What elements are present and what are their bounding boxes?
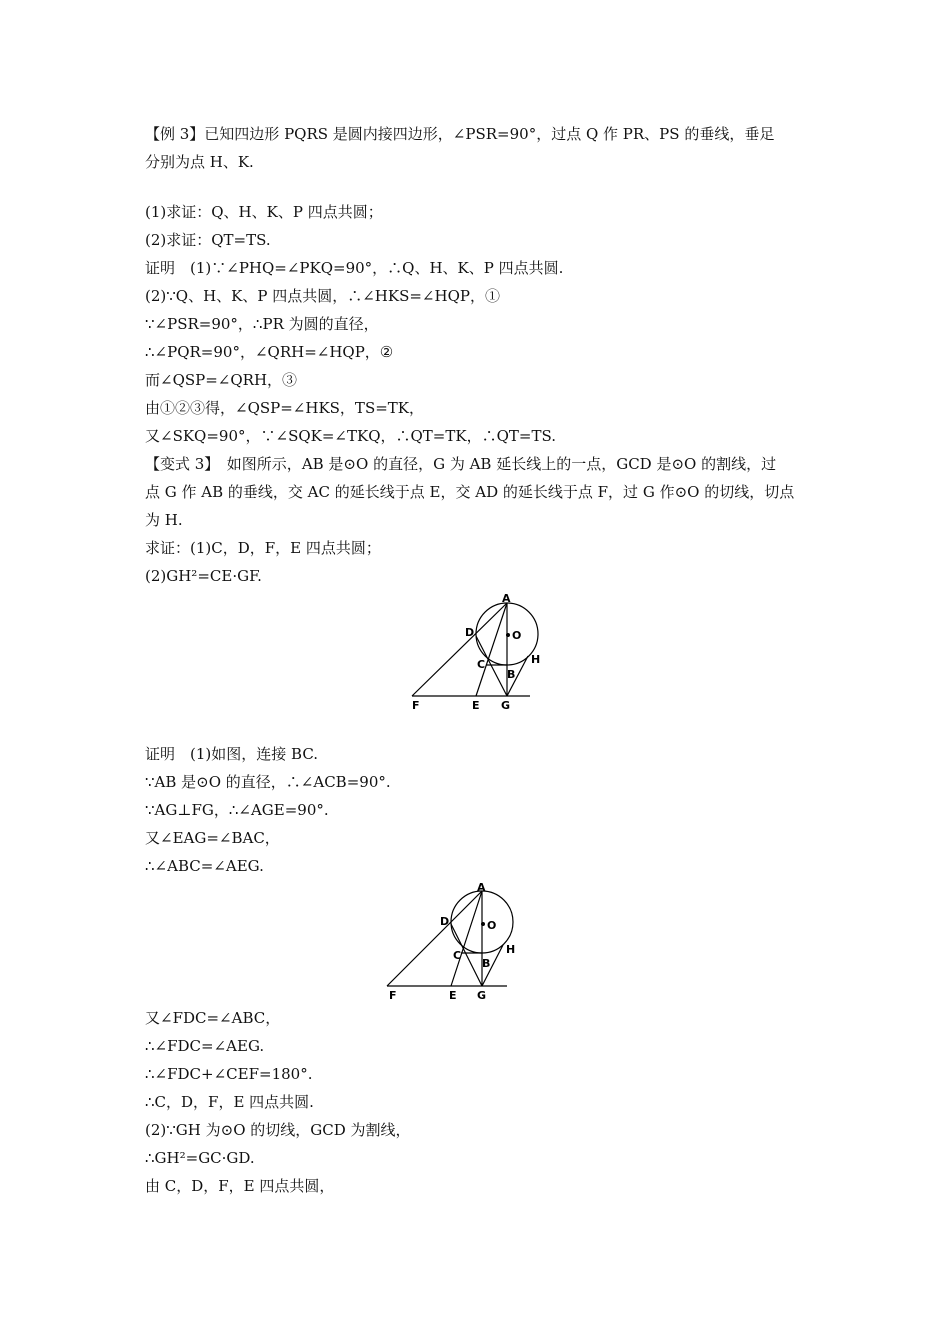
proof-line: ∵AG⊥FG，∴∠AGE=90°. <box>145 801 329 819</box>
label-O: O <box>512 629 522 642</box>
variant3-q0: 求证：(1)C，D，F，E 四点共圆； <box>145 539 381 557</box>
proof-line: ∵AB 是⊙O 的直径，∴∠ACB=90°. <box>145 773 391 791</box>
proof-line: (2)∵Q、H、K、P 四点共圆，∴∠HKS=∠HQP，① <box>145 287 500 305</box>
example3-line2: 分别为点 H、K. <box>145 153 254 171</box>
label-F: F <box>389 989 397 1002</box>
variant3-q1: (2)GH²=CE·GF. <box>145 567 262 585</box>
proof-line: 由 C，D，F，E 四点共圆， <box>145 1177 335 1195</box>
proof-line: 又∠EAG=∠BAC， <box>145 829 280 847</box>
label-H: H <box>531 653 540 666</box>
example3-q1: (1)求证：Q、H、K、P 四点共圆； <box>145 203 383 221</box>
label-G: G <box>477 989 487 1002</box>
proof-line: ∴C，D，F，E 四点共圆. <box>145 1093 314 1111</box>
label-O: O <box>487 919 497 932</box>
proof-line: ∴∠PQR=90°，∠QRH=∠HQP，② <box>145 343 394 361</box>
variant3-line1: 【变式 3】 如图所示，AB 是⊙O 的直径，G 为 AB 延长线上的一点，GCD 是⊙O 的割线，过 <box>145 455 777 473</box>
label-G: G <box>501 699 511 712</box>
label-B: B <box>507 668 516 681</box>
geometry-figure-2 <box>380 878 515 1003</box>
proof-line: (2)∵GH 为⊙O 的切线，GCD 为割线， <box>145 1121 411 1139</box>
proof-line: ∴GH²=GC·GD. <box>145 1149 255 1167</box>
label-A: A <box>502 592 511 605</box>
proof-line: ∴∠ABC=∠AEG. <box>145 857 264 875</box>
proof-line: 由①②③得，∠QSP=∠HKS，TS=TK， <box>145 399 424 417</box>
label-C: C <box>477 658 486 671</box>
geometry-figure-1 <box>405 590 540 715</box>
example3-q2: (2)求证：QT=TS. <box>145 231 271 249</box>
label-D: D <box>440 915 450 928</box>
variant3-line2: 点 G 作 AB 的垂线，交 AC 的延长线于点 E，交 AD 的延长线于点 F，过 G 作⊙O 的切线，切点 <box>145 483 795 501</box>
label-E: E <box>472 699 480 712</box>
proof-line: ∴∠FDC=∠AEG. <box>145 1037 265 1055</box>
label-B: B <box>482 957 491 970</box>
proof-line: 证明 (1)∵∠PHQ=∠PKQ=90°，∴Q、H、K、P 四点共圆. <box>145 259 564 277</box>
label-F: F <box>412 699 420 712</box>
proof-line: 而∠QSP=∠QRH，③ <box>145 371 298 389</box>
proof-line: 又∠FDC=∠ABC， <box>145 1009 281 1027</box>
proof-line: ∵∠PSR=90°，∴PR 为圆的直径， <box>145 315 379 333</box>
variant3-line3: 为 H. <box>145 511 183 529</box>
proof-line: ∴∠FDC+∠CEF=180°. <box>145 1065 313 1083</box>
proof-line: 证明 (1)如图，连接 BC. <box>145 745 319 763</box>
proof-line: 又∠SKQ=90°，∵∠SQK=∠TKQ，∴QT=TK，∴QT=TS. <box>145 427 556 445</box>
label-C: C <box>453 949 462 962</box>
example3-line1: 【例 3】已知四边形 PQRS 是圆内接四边形，∠PSR=90°，过点 Q 作 PR、PS 的垂线，垂足 <box>145 125 775 143</box>
label-E: E <box>449 989 457 1002</box>
label-H: H <box>506 943 515 956</box>
label-D: D <box>465 626 475 639</box>
label-A: A <box>477 881 486 894</box>
